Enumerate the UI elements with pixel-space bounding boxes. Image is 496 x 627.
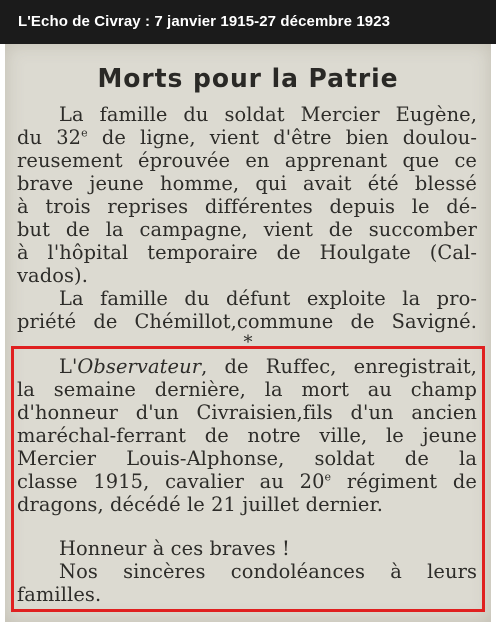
article-text: de ligne, vient d'être bien doulou- [87, 126, 477, 149]
article-line: dragons, décédé le 21 juillet dernier. [17, 493, 384, 516]
article-line: la semaine dernière, la mort au champ [17, 378, 477, 401]
article-line: d'honneur d'un Civraisien,fils d'un ancien [17, 401, 477, 424]
article-text: régiment de [331, 470, 478, 493]
article-line: Honneur à ces braves ! [59, 537, 290, 560]
article-line: à l'hôpital temporaire de Houlgate (Cal- [17, 241, 477, 264]
article-text: L' [59, 355, 78, 378]
article-line [17, 127, 477, 149]
article-line: brave jeune homme, qui avait été blessé [17, 172, 477, 195]
superscript: e [81, 126, 88, 140]
article-text: , de Ruffec, enregistrait, [201, 355, 477, 378]
article-line: reusement éprouvée en apprenant que ce [17, 149, 477, 172]
article-line: maréchal-ferrant de notre ville, le jeune [17, 424, 477, 447]
superscript: e [324, 470, 332, 484]
caption-title: L'Echo de Civray : 7 janvier 1915-27 décembre 1923 [18, 13, 391, 30]
article-line: but de la campagne, vient de succomber [17, 218, 477, 241]
article-line: familles. [17, 583, 102, 606]
article-line: Mercier Louis-Alphonse, soldat de la [17, 447, 477, 470]
newspaper-name: Observateur [77, 355, 202, 378]
section-separator: * [243, 332, 253, 353]
highlight-box [11, 346, 485, 612]
article-line: vados). [17, 264, 88, 287]
article-line: à trois reprises différentes depuis le dé- [17, 195, 477, 218]
article-line: La famille du défunt exploite la pro- [59, 287, 477, 310]
article-text: classe 1915, cavalier au 20 [17, 470, 325, 493]
article-line: La famille du soldat Mercier Eugène, [59, 103, 477, 126]
article-headline: Morts pour la Patrie [97, 64, 399, 94]
caption-bar [0, 0, 496, 44]
article-text: du 32 [17, 126, 82, 149]
article-line: priété de Chémillot,commune de Savigné. [17, 310, 477, 333]
article-line: Nos sincères condoléances à leurs [59, 560, 477, 583]
